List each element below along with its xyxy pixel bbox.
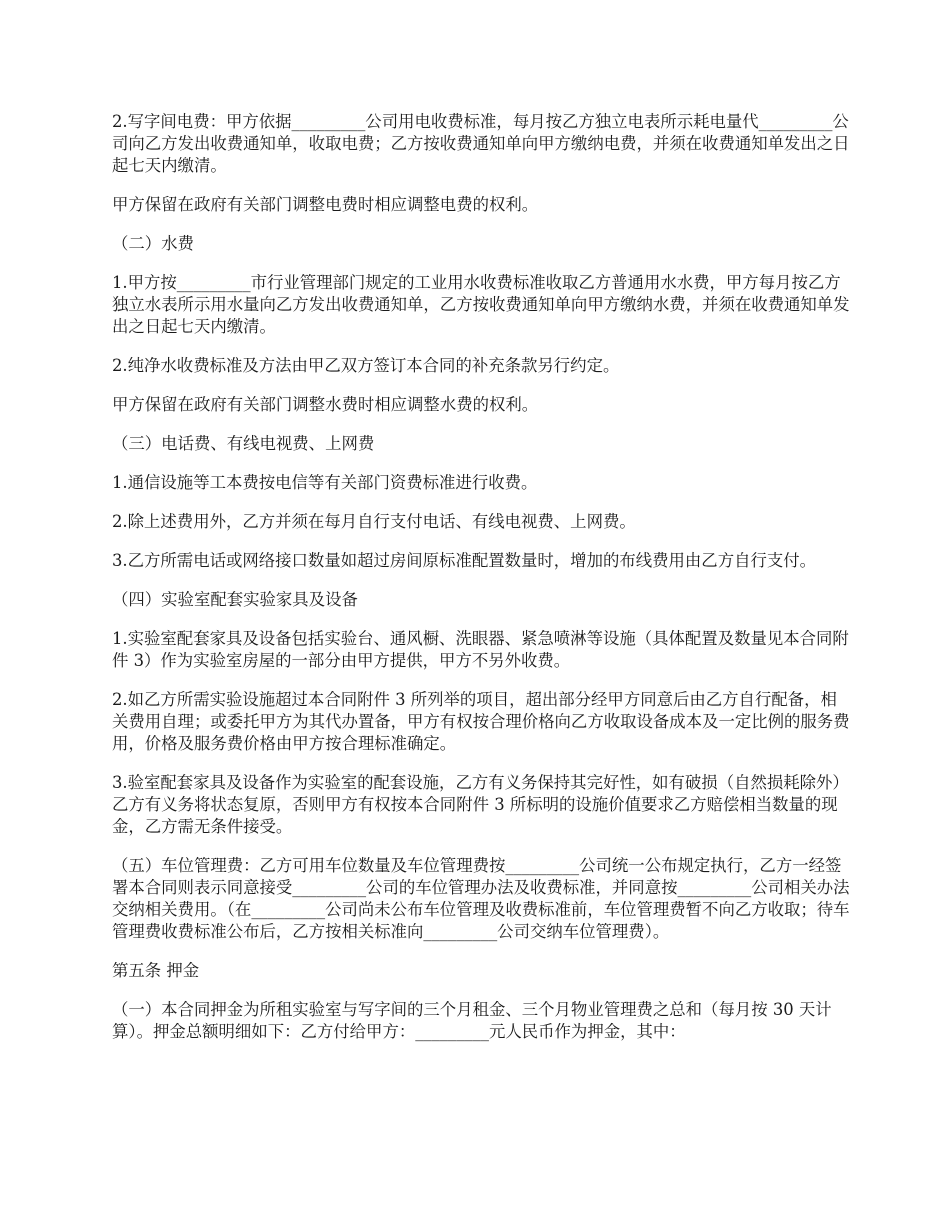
heading-water-fee: （二）水费 (112, 234, 194, 253)
paragraph-lab-furniture-3: 3.验室配套家具及设备作为实验室的配套设施，乙方有义务保持其完好性，如有破损（自然损耗除外）乙方有义务将状态复原，否则甲方有权按本合同附件 3 所标明的设施价值要求乙方赔偿相当数量的现金，乙方需无条件接受。 (112, 773, 849, 836)
paragraph-deposit-1: （一）本合同押金为所租实验室与写字间的三个月租金、三个月物业管理费之总和（每月按 30 天计算）。押金总额明细如下：乙方付给甲方：_________元人民币作为押金，其中： (112, 1000, 832, 1041)
paragraph-telecom-1: 1.通信设施等工本费按电信等有关部门资费标准进行收费。 (112, 473, 538, 492)
heading-telecom-fees: （三）电话费、有线电视费、上网费 (112, 434, 375, 453)
paragraph-lab-furniture-2: 2.如乙方所需实验设施超过本合同附件 3 所列举的项目，超出部分经甲方同意后由乙方自行配备，相关费用自理；或委托甲方为其代办置备，甲方有权按合理价格向乙方收取设备成本及一定比例的服务费用，价格及服务费价格由甲方按合理标准确定。 (112, 690, 850, 753)
paragraph-electricity-adjustment: 甲方保留在政府有关部门调整电费时相应调整电费的权利。 (112, 195, 539, 214)
paragraph-telecom-3: 3.乙方所需电话或网络接口数量如超过房间原标准配置数量时，增加的布线费用由乙方自行支付。 (112, 551, 817, 570)
paragraph-parking-fee: （五）车位管理费：乙方可用车位数量及车位管理费按_________公司统一公布规定执行，乙方一经签署本合同则表示同意接受_________公司的车位管理办法及收费标准，并同意按_________公司相关办法交纳相关费用。（在_________公司尚未公布车位管理及收费标准前，车位管理费暂不向乙方收取；待车管理费收费标准公布后，乙方按相关标准向_________公司交纳车位管理费）。 (112, 856, 850, 941)
paragraph-water-fee-1: 1.甲方按_________市行业管理部门规定的工业用水收费标准收取乙方普通用水水费，甲方每月按乙方独立水表所示用水量向乙方发出收费通知单，乙方按收费通知单向甲方缴纳水费，并须在收费通知单发出之日起七天内缴清。 (112, 273, 850, 336)
paragraph-lab-furniture-1: 1.实验室配套家具及设备包括实验台、通风橱、洗眼器、紧急喷淋等设施（具体配置及数量见本合同附件 3）作为实验室房屋的一部分由甲方提供，甲方不另外收费。 (112, 629, 849, 670)
document-page (112, 111, 852, 1060)
paragraph-water-adjustment: 甲方保留在政府有关部门调整水费时相应调整水费的权利。 (112, 395, 539, 414)
paragraph-office-electricity: 2.写字间电费：甲方依据_________公司用电收费标准，每月按乙方独立电表所示耗电量代_________公司向乙方发出收费通知单，收取电费；乙方按收费通知单向甲方缴纳电费，并须在收费通知单发出之日起七天内缴清。 (112, 112, 850, 175)
heading-article-5-deposit: 第五条 押金 (112, 961, 200, 980)
paragraph-telecom-2: 2.除上述费用外，乙方并须在每月自行支付电话、有线电视费、上网费。 (112, 512, 636, 531)
paragraph-water-fee-2: 2.纯净水收费标准及方法由甲乙双方签订本合同的补充条款另行约定。 (112, 356, 620, 375)
heading-lab-furniture: （四）实验室配套实验家具及设备 (112, 590, 358, 609)
